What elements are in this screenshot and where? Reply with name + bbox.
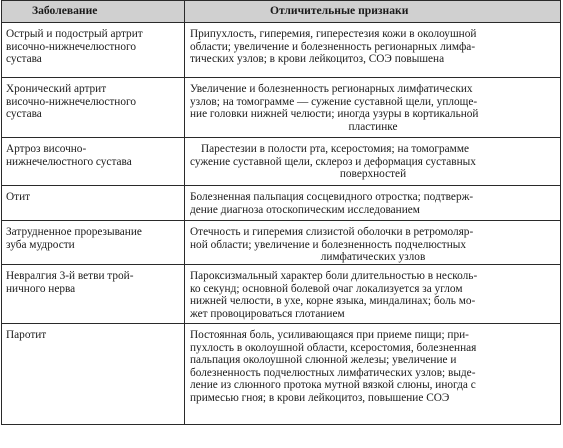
signs-cell xyxy=(185,265,561,324)
disease-line: Невралгия 3-й ветви трой- xyxy=(6,270,134,282)
signs-cell xyxy=(185,186,561,221)
signs-line: Увеличение и болезненность регионарных лимфатических xyxy=(190,83,473,95)
differential-diagnosis-table xyxy=(1,0,561,425)
signs-line: пухлость в околоушной области, ксеростомия, болезненная xyxy=(190,341,477,354)
disease-line: Артроз височно- xyxy=(6,143,87,155)
table-row xyxy=(2,265,561,324)
signs-cell xyxy=(185,138,561,186)
signs-cell xyxy=(185,78,561,138)
disease-cell xyxy=(2,23,185,78)
table-row xyxy=(2,23,561,78)
signs-line: Болезненная пальпация сосцевидного отростка; подтверж- xyxy=(190,191,474,203)
header-distinctive-signs: Отличительные признаки xyxy=(185,1,561,23)
disease-line: сустава xyxy=(6,108,42,121)
signs-line: лимфатических узлов xyxy=(320,251,426,264)
table-row xyxy=(2,78,561,138)
disease-cell xyxy=(2,138,185,186)
table-row xyxy=(2,186,561,221)
signs-line: Парестезии в полости рта, ксеростомия; на томограмме xyxy=(201,143,469,155)
signs-line: Пароксизмальный характер боли длительностью в несколь- xyxy=(190,270,478,282)
signs-line: жет провоцироваться глотанием xyxy=(190,307,345,320)
signs-cell xyxy=(185,221,561,265)
signs-line: ко секунд; основной болевой очаг локализуется за углом xyxy=(190,282,463,295)
disease-line: височно-нижнечелюстного xyxy=(6,40,136,53)
table-header-row xyxy=(2,1,561,23)
signs-line: узлов; на томограмме — сужение суставной щели, уплоще- xyxy=(190,95,478,108)
signs-line: пальпация околоушной слюнной железы; увеличение и xyxy=(190,354,457,367)
disease-line: зуба мудрости xyxy=(6,238,75,251)
signs-line: дение диагноза отоскопическим исследованием xyxy=(190,203,420,216)
disease-line: Отит xyxy=(6,191,31,203)
signs-line: Постоянная боль, усиливающаяся при приеме пищи; при- xyxy=(190,329,469,341)
signs-line: пластинке xyxy=(348,120,398,133)
signs-line: поверхностей xyxy=(339,168,407,181)
signs-line: области; увеличение и болезненность регионарных лимфа- xyxy=(190,40,476,53)
header-disease: Заболевание xyxy=(2,1,185,23)
signs-line: примесью гноя; в крови лейкоцитоз, повышение СОЭ xyxy=(190,391,450,404)
disease-line: Затрудненное прорезывание xyxy=(6,226,142,238)
signs-line: тических узлов; в крови лейкоцитоз, СОЭ повышена xyxy=(190,53,445,66)
disease-line: ничного нерва xyxy=(6,282,76,295)
table-row xyxy=(2,221,561,265)
disease-line: Хронический артрит xyxy=(6,83,107,95)
signs-line: ной области; увеличение и болезненность подчелюстных xyxy=(190,238,467,251)
signs-line: Припухлость, гиперемия, гиперестезия кожи в околоушной xyxy=(190,28,477,40)
disease-cell xyxy=(2,324,185,425)
disease-cell xyxy=(2,265,185,324)
signs-line: ление из слюнного протока мутной вязкой слюны, иногда с xyxy=(190,379,476,392)
signs-line: ние головки нижней челюсти; иногда узуры в кортикальной xyxy=(190,108,479,121)
table-row xyxy=(2,324,561,425)
table-row xyxy=(2,138,561,186)
signs-line: сужение суставной щели, склероз и деформация суставных xyxy=(190,155,476,168)
disease-line: сустава xyxy=(6,53,42,66)
disease-line: Острый и подострый артрит xyxy=(6,28,143,40)
signs-line: болезненность подчелюстных лимфатических узлов; выде- xyxy=(190,366,476,379)
disease-line: височно-нижнечелюстного xyxy=(6,95,136,108)
signs-line: Отечность и гиперемия слизистой оболочки в ретромоляр- xyxy=(190,226,474,238)
disease-cell xyxy=(2,221,185,265)
disease-cell xyxy=(2,78,185,138)
disease-cell xyxy=(2,186,185,221)
disease-line: Паротит xyxy=(6,329,47,341)
signs-cell xyxy=(185,23,561,78)
signs-line: нижней челюсти, в ухе, корне языка, миндалинах; боль мо- xyxy=(190,295,476,308)
signs-cell xyxy=(185,324,561,425)
disease-line: нижнечелюстного сустава xyxy=(6,155,132,168)
